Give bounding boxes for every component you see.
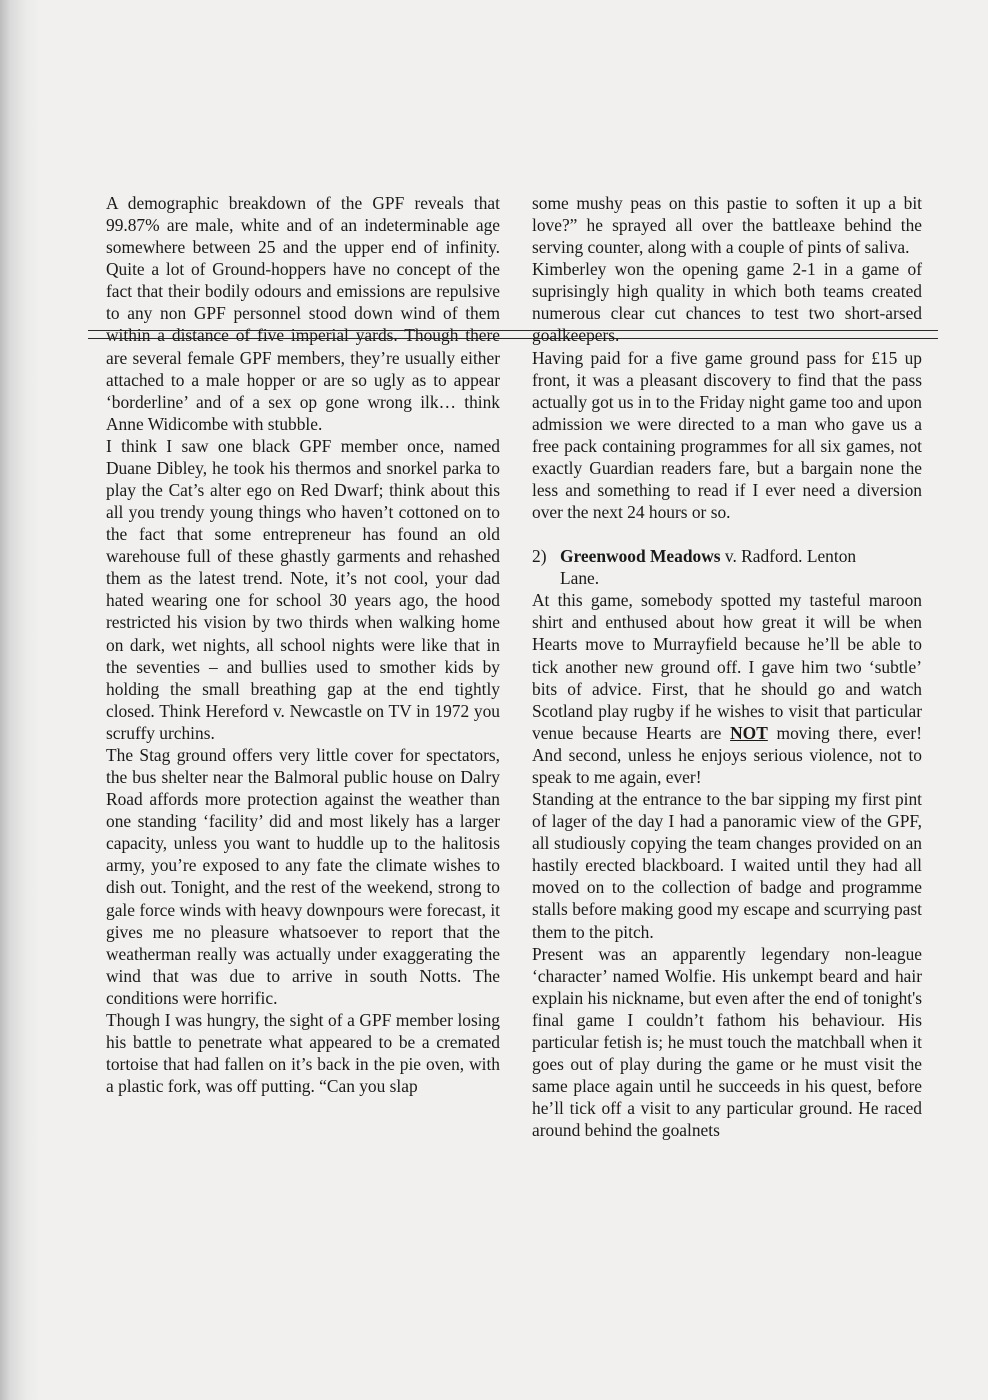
document-page bbox=[22, 0, 988, 1400]
paragraph-pie-oven: Though I was hungry, the sight of a GPF member losing his battle to penetrate what appeared to be a cremated tortoise that had fallen on it’s back in the pie oven, with a plastic fork, was off putting. “Can you slap bbox=[106, 1009, 500, 1097]
paragraph-bar-entrance: Standing at the entrance to the bar sipping my first pint of lager of the day I had a panoramic view of the GPF, all studiously copying the team changes provided on an hastily erected blackboard. I waited until they had all moved on to the collection of badge and programme stalls before making good my escape and scurrying past them to the pitch. bbox=[532, 789, 922, 942]
match-opponent-venue: v. Radford. Lenton bbox=[720, 546, 857, 567]
murrayfield-text-before: At this game, somebody spotted my tasteful maroon shirt and enthused about how great it will be when Hearts move to Murrayfield because he’ll be able to tick another new ground off. I gave him two ‘subtle’ bits of advice. First, that he should go and watch Scotland play rugby if he wishes to visit that particular venue because Hearts are bbox=[532, 590, 922, 743]
paragraph-duane-dibley: I think I saw one black GPF member once, named Duane Dibley, he took his thermos and snorkel parka to play the Cat’s alter ego on Red Dwarf; think about this all you trendy young things who haven’t cottoned on to the fact that some entrepreneur has found an old warehouse full of these ghastly garments and rehashed them as the latest trend. Note, it’s not cool, your dad hated wearing one for school 30 years ago, the hood restricted his vision by two thirds when walking home on dark, wet nights, all school nights were like that in the seventies – and bullies used to smother kids by holding the small breathing gap at the end tightly closed. Think Hereford v. Newcastle on TV in 1972 you scruffy urchins. bbox=[106, 435, 500, 743]
emphasis-not: NOT bbox=[730, 722, 768, 743]
match-heading bbox=[532, 545, 922, 567]
paragraph-murrayfield bbox=[532, 589, 922, 788]
paragraph-spacer bbox=[532, 523, 922, 545]
murrayfield-text-after: moving there, ever! And second, unless he enjoys serious violence, not to speak to me again, ever! bbox=[532, 722, 922, 787]
match-number: 2) bbox=[532, 546, 547, 567]
match-venue-continuation: Lane. bbox=[560, 568, 600, 589]
paragraph-kimberley-result: Kimberley won the opening game 2-1 in a game of suprisingly high quality in which both teams created numerous clear cut chances to test two short-arsed goalkeepers. bbox=[532, 259, 922, 346]
paragraph-stag-ground: The Stag ground offers very little cover for spectators, the bus shelter near the Balmoral public house on Dalry Road affords more protection against the weather than one standing ‘facility’ did and most likely has a larger capacity, unless you want to huddle up to the halitosis army, you’re exposed to any fate the climate wishes to dish out. Tonight, and the rest of the weekend, strong to gale force winds with heavy downpours were forecast, it gives me no pleasure whatsoever to report that the weatherman really was actually under exaggerating the wind that was due to arrive in south Notts. The conditions were horrific. bbox=[106, 744, 500, 1008]
paragraph-mushy-peas: some mushy peas on this pastie to soften it up a bit love?” he sprayed all over the battleaxe behind the serving counter, along with a couple of pints of saliva. bbox=[532, 193, 922, 258]
right-column bbox=[532, 192, 922, 1141]
match-home-team: Greenwood Meadows bbox=[560, 546, 721, 567]
left-column bbox=[106, 192, 500, 1097]
paragraph-ground-pass: Having paid for a five game ground pass for £15 up front, it was a pleasant discovery to find that the pass actually got us in to the Friday night game too and upon admission we were directed to a man who gave us a free pack containing programmes for all six games, not exactly Guardian readers fare, but a bargain none the less and something to read if I ever need a diversion over the next 24 hours or so. bbox=[532, 347, 922, 523]
paragraph-demographics: A demographic breakdown of the GPF reveals that 99.87% are male, white and of an indeterminable age somewhere between 25 and the upper end of infinity. Quite a lot of Ground-hoppers have no concept of the fact that their bodily odours and emissions are repulsive to any non GPF personnel stood down wind of them within a distance of five imperial yards. Though there are several female GPF members, they’re usually either attached to a male hopper or are so ugly as to appear ‘borderline’ and of a sex op gone wrong ilk… think Anne Widicombe with stubble. bbox=[106, 193, 500, 434]
match-title bbox=[560, 545, 856, 567]
paragraph-wolfie: Present was an apparently legendary non-league ‘character’ named Wolfie. His unkempt beard and hair explain his nickname, but even after the end of tonight's final game I couldn’t fathom his behaviour. His particular fetish is; he must touch the matchball when it goes out of play during the game or he must visit the same place again until he succeeds in his quest, before he’ll tick off a visit to any particular ground. He raced around behind the goalnets bbox=[532, 943, 922, 1141]
